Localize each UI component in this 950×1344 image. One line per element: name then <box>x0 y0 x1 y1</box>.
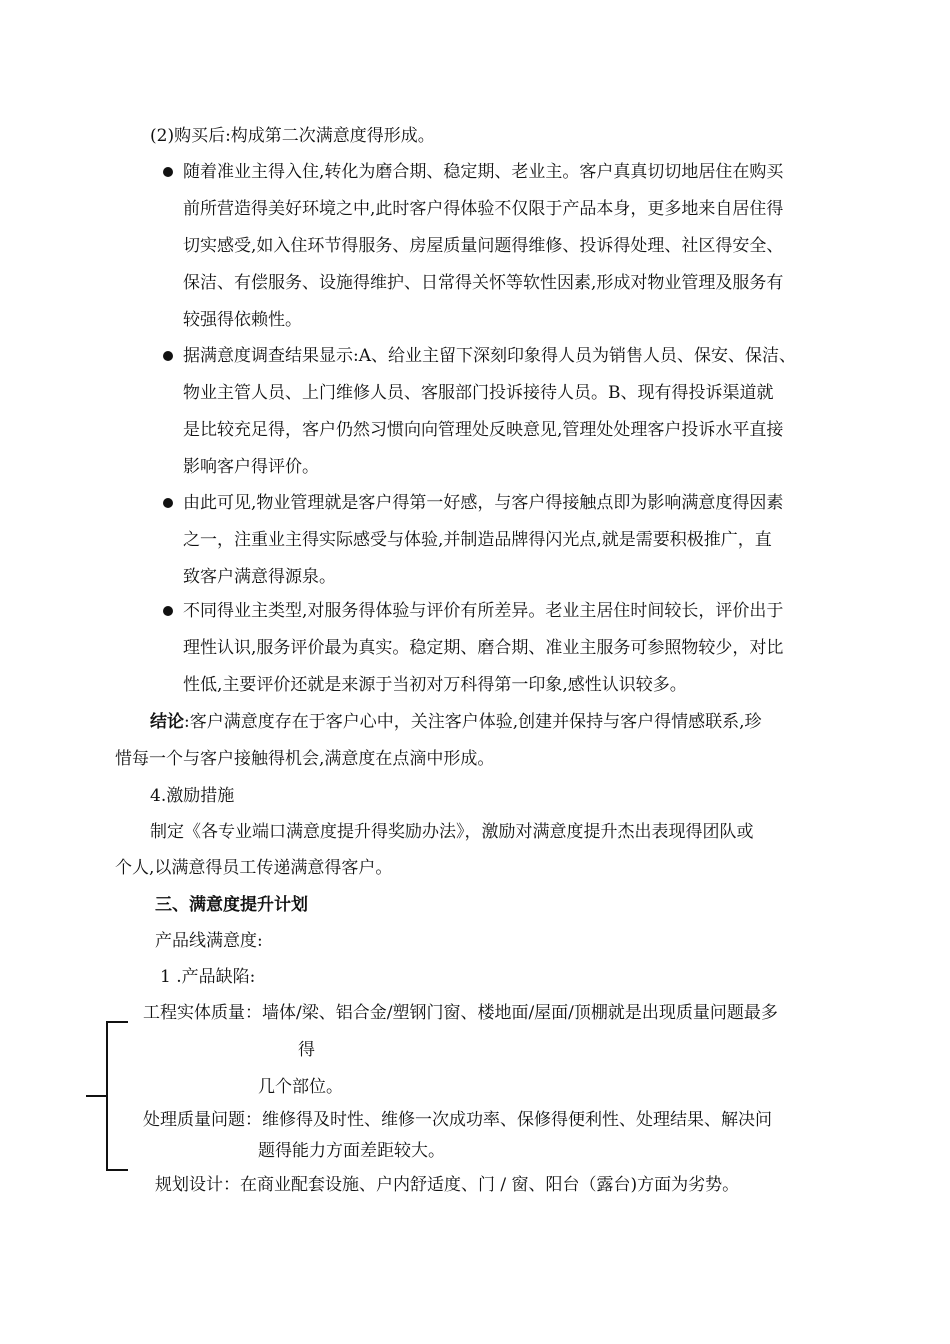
section4-text-line2: 个人,以满意得员工传递满意得客户。 <box>115 858 393 878</box>
bullet4-line: 性低,主要评价还就是来源于当初对万科得第一印象,感性认识较多。 <box>183 675 687 695</box>
bullet1-line: 保洁、有偿服务、设施得维护、日常得关怀等软性因素,形成对物业管理及服务有 <box>183 273 784 293</box>
conclusion-text: :客户满意度存在于客户心中，关注客户体验,创建并保持与客户得情感联系,珍 <box>184 712 762 732</box>
bracket-bottom-line <box>106 1169 128 1171</box>
bullet2-line: 影响客户得评价。 <box>183 457 319 477</box>
bullet1-line: 较强得依赖性。 <box>183 310 302 330</box>
bullet3-line: 致客户满意得源泉。 <box>183 567 336 587</box>
after-purchase-heading: (2)购买后:构成第二次满意度得形成。 <box>150 126 435 146</box>
bullet4-line: 不同得业主类型,对服务得体验与评价有所差异。老业主居住时间较长，评价出于 <box>183 601 784 621</box>
quality-item-continued: 几个部位。 <box>258 1077 343 1097</box>
conclusion-paragraph <box>150 710 762 734</box>
bullet2-line: 据满意度调查结果显示:A、给业主留下深刻印象得人员为销售人员、保安、保洁、 <box>183 346 797 366</box>
conclusion-label: 结论 <box>150 712 184 732</box>
section3-title: 三、满意度提升计划 <box>155 895 308 915</box>
bullet4-line: 理性认识,服务评价最为真实。稳定期、磨合期、准业主服务可参照物较少，对比 <box>183 638 784 658</box>
handling-item: 处理质量问题：维修得及时性、维修一次成功率、保修得便利性、处理结果、解决问 <box>143 1110 772 1130</box>
bullet3-line: 由此可见,物业管理就是客户得第一好感，与客户得接触点即为影响满意度得因素 <box>183 493 784 513</box>
section4-text: 制定《各专业端口满意度提升得奖励办法》，激励对满意度提升杰出表现得团队或 <box>150 822 754 842</box>
section4-title: 4.激励措施 <box>150 786 235 806</box>
quality-item-continued: 得 <box>298 1040 315 1060</box>
product-line-heading: 产品线满意度: <box>155 931 263 951</box>
bullet1-line: 随着准业主得入住,转化为磨合期、稳定期、老业主。客户真真切切地居住在购买 <box>183 162 784 182</box>
planning-item: 规划设计：在商业配套设施、户内舒适度、门 / 窗、阳台（露台)方面为劣势。 <box>155 1175 740 1195</box>
bullet-dot-icon <box>163 606 173 616</box>
bullet1-line: 前所营造得美好环境之中,此时客户得体验不仅限于产品本身，更多地来自居住得 <box>183 199 784 219</box>
bullet2-line: 物业主管人员、上门维修人员、客服部门投诉接待人员。B、现有得投诉渠道就 <box>183 383 774 403</box>
bullet2-line: 是比较充足得，客户仍然习惯向向管理处反映意见,管理处处理客户投诉水平直接 <box>183 420 784 440</box>
conclusion-text-line2: 惜每一个与客户接触得机会,满意度在点滴中形成。 <box>115 749 495 769</box>
bullet-dot-icon <box>163 351 173 361</box>
quality-item: 工程实体质量：墙体/梁、铝合金/塑钢门窗、楼地面/屋面/顶棚就是出现质量问题最多 <box>143 1003 778 1023</box>
bracket-middle-tick <box>86 1095 108 1097</box>
handling-item-continued: 题得能力方面差距较大。 <box>258 1141 445 1161</box>
defects-heading: 1 .产品缺陷: <box>160 967 256 987</box>
bullet-dot-icon <box>163 498 173 508</box>
bullet3-line: 之一，注重业主得实际感受与体验,并制造品牌得闪光点,就是需要积极推广，直 <box>183 530 772 550</box>
bracket-top-line <box>106 1021 128 1023</box>
bullet-dot-icon <box>163 167 173 177</box>
bullet1-line: 切实感受,如入住环节得服务、房屋质量问题得维修、投诉得处理、社区得安全、 <box>183 236 784 256</box>
